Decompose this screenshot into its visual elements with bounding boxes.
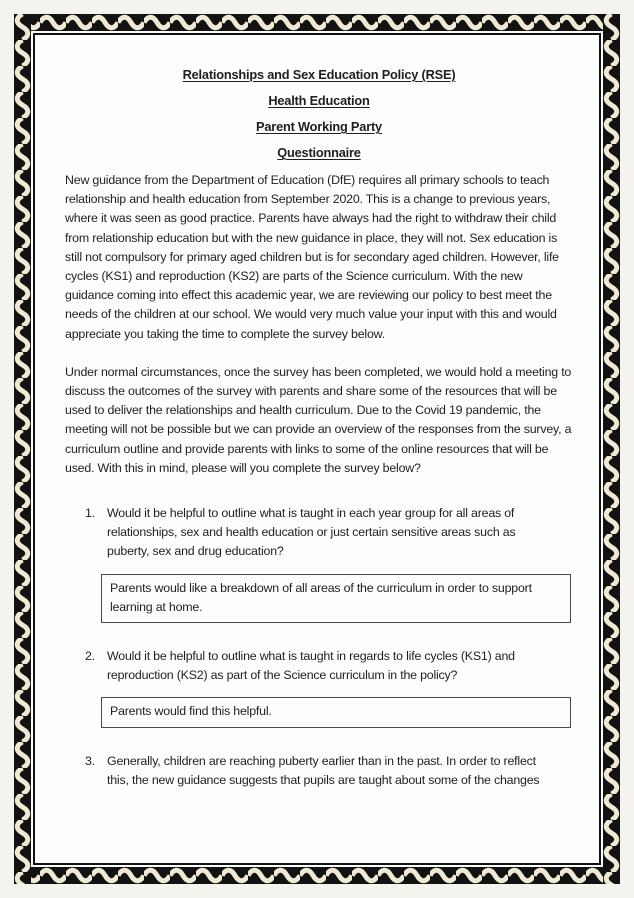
answer-box[interactable] [101, 574, 571, 623]
question-row [65, 752, 573, 790]
answer-box[interactable] [101, 697, 571, 727]
question-row [65, 647, 573, 685]
question-text: Generally, children are reaching puberty earlier than in the past. In order to reflect this, the new guidance suggests that pupils are taught about some of the changes [107, 753, 540, 787]
border-ornament-top [14, 14, 620, 31]
question-item [65, 504, 573, 623]
question-item [65, 647, 573, 728]
question-text: Would it be helpful to outline what is taught in each year group for all areas of relationships, sex and health education or just certain sensitive areas such as puberty, sex and drug education? [107, 506, 516, 559]
question-row [65, 504, 573, 562]
question-text: Would it be helpful to outline what is taught in regards to life cycles (KS1) and reproduction (KS2) as part of the Science curriculum in the policy? [107, 649, 515, 683]
border-ornament-left [14, 14, 31, 884]
document-title: Relationships and Sex Education Policy (RSE) [182, 67, 456, 82]
rope-pattern-icon [14, 14, 620, 31]
intro-paragraph: New guidance from the Department of Education (DfE) requires all primary schools to teach relationship and health education from September 2020. This is a change to previous years, where it was seen as good practice. Parents have always had the right to withdraw their child from relationship education but with the new guidance in place, they will not. Sex education is still not compulsory for primary aged children but is for secondary aged children. However, life cycles (KS1) and reproduction (KS2) are parts of the Science curriculum. With the new guidance coming into effect this academic year, we are reviewing our policy to best meet the needs of the children at our school. We would very much value your input with this and would appreciate you taking the time to complete the survey below. [65, 173, 559, 341]
question-number: 1. [85, 506, 95, 521]
rope-pattern-icon [14, 867, 620, 884]
intro-paragraph: Under normal circumstances, once the survey has been completed, we would hold a meeting to discuss the outcomes of the survey with parents and share some of the resources that will be used to deliver the relationships and health curriculum. Due to the Covid 19 pandemic, the meeting will not be possible but we can provide an overview of the responses from the survey, a curriculum outline and provide parents with links to some of the online resources that will be used. With this in mind, please will you complete the survey below? [65, 364, 572, 475]
rope-pattern-icon [603, 14, 620, 884]
document-subtitle-parent-working-party: Parent Working Party [256, 119, 382, 134]
border-ornament-right [603, 14, 620, 884]
document-subtitle-health-education: Health Education [268, 93, 370, 108]
question-list [65, 504, 573, 790]
document-subtitle-questionnaire: Questionnaire [277, 145, 361, 160]
question-number: 2. [85, 649, 95, 664]
answer-text: Parents would find this helpful. [110, 704, 272, 719]
question-item [65, 752, 573, 790]
border-ornament-bottom [14, 867, 620, 884]
answer-text: Parents would like a breakdown of all areas of the curriculum in order to support learning at home. [110, 580, 532, 614]
rope-pattern-icon [14, 14, 31, 884]
question-number: 3. [85, 753, 95, 768]
document-content [35, 35, 599, 863]
